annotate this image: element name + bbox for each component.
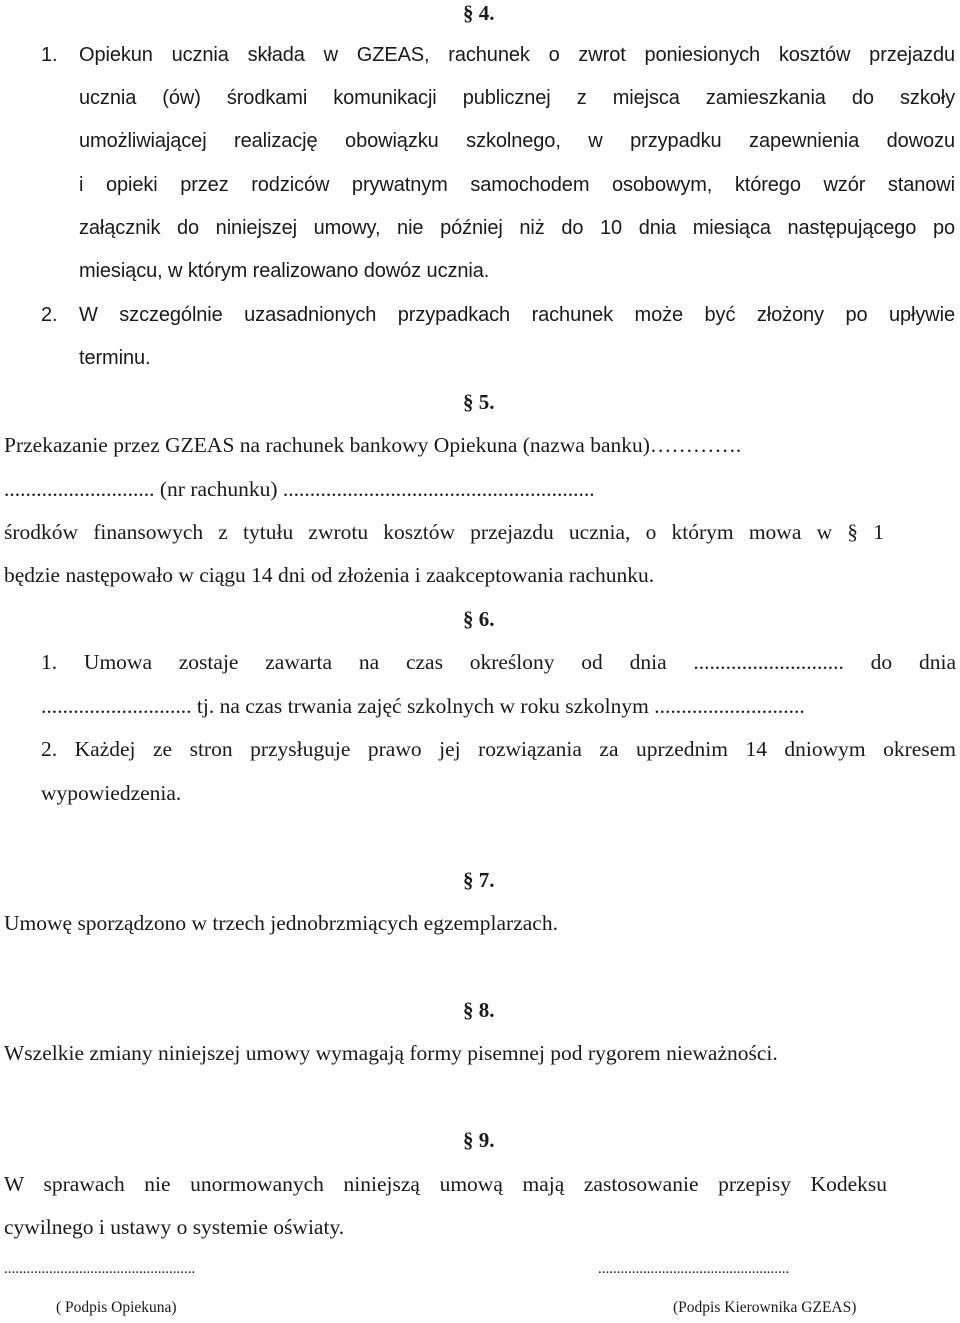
section-9-line: cywilnego i ustawy o systemie oświaty. [4,1215,345,1239]
section-5-line: Przekazanie przez GZEAS na rachunek bankowy Opiekuna (nazwa banku)…………. [4,433,742,457]
section-6-heading: § 6. [463,607,495,631]
section-7-text: Umowę sporządzono w trzech jednobrzmiących egzemplarzach. [4,911,558,935]
section-4-item-2-number: 2. [41,304,58,326]
section-7-heading: § 7. [463,868,495,892]
signature-right-line: ................................................... [598,1261,790,1277]
section-4-item-1-line: ucznia (ów) środkami komunikacji publicznej z miejsca zamieszkania do szkoły [79,87,955,109]
signature-left-line: ................................................... [4,1261,196,1277]
section-4-item-1-number: 1. [41,44,58,66]
section-5-line: będzie następowało w ciągu 14 dni od złożenia i zaakceptowania rachunku. [4,563,655,587]
signature-right-label: (Podpis Kierownika GZEAS) [673,1299,857,1316]
section-4-item-1-line: miesiącu, w którym realizowano dowóz ucznia. [79,260,490,282]
section-4-heading: § 4. [463,1,495,25]
section-9-line: W sprawach nie unormowanych niniejszą umową mają zastosowanie przepisy Kodeksu [4,1172,887,1196]
section-4-item-1-line: i opieki przez rodziców prywatnym samochodem osobowym, którego wzór stanowi [79,174,955,196]
section-6-line: ............................ tj. na czas trwania zajęć szkolnych w roku szkolnym ............................ [41,694,805,718]
section-4-item-1-line: Opiekun ucznia składa w GZEAS, rachunek o zwrot poniesionych kosztów przejazdu [79,44,955,66]
section-6-line: wypowiedzenia. [41,781,182,805]
section-4-item-2-line: terminu. [79,347,151,369]
section-4-item-1-line: załącznik do niniejszej umowy, nie później niż do 10 dnia miesiąca następującego po [79,217,955,239]
section-6-line: 2. Każdej ze stron przysługuje prawo jej rozwiązania za uprzednim 14 dniowym okresem [41,737,956,761]
section-8-heading: § 8. [463,998,495,1022]
section-5-line: środków finansowych z tytułu zwrotu kosztów przejazdu ucznia, o którym mowa w § 1 [4,520,884,544]
section-4-item-2-line: W szczególnie uzasadnionych przypadkach rachunek może być złożony po upływie [79,304,955,326]
section-8-text: Wszelkie zmiany niniejszej umowy wymagają formy pisemnej pod rygorem nieważności. [4,1041,778,1065]
section-5-heading: § 5. [463,390,495,414]
section-5-line: ............................ (nr rachunku) .......................................................... [4,477,595,501]
section-6-line: 1. Umowa zostaje zawarta na czas określony od dnia ............................ do dnia [41,650,956,674]
section-4-item-1-line: umożliwiającej realizację obowiązku szkolnego, w przypadku zapewnienia dowozu [79,130,955,152]
section-9-heading: § 9. [463,1128,495,1152]
signature-left-label: ( Podpis Opiekuna) [56,1299,177,1316]
